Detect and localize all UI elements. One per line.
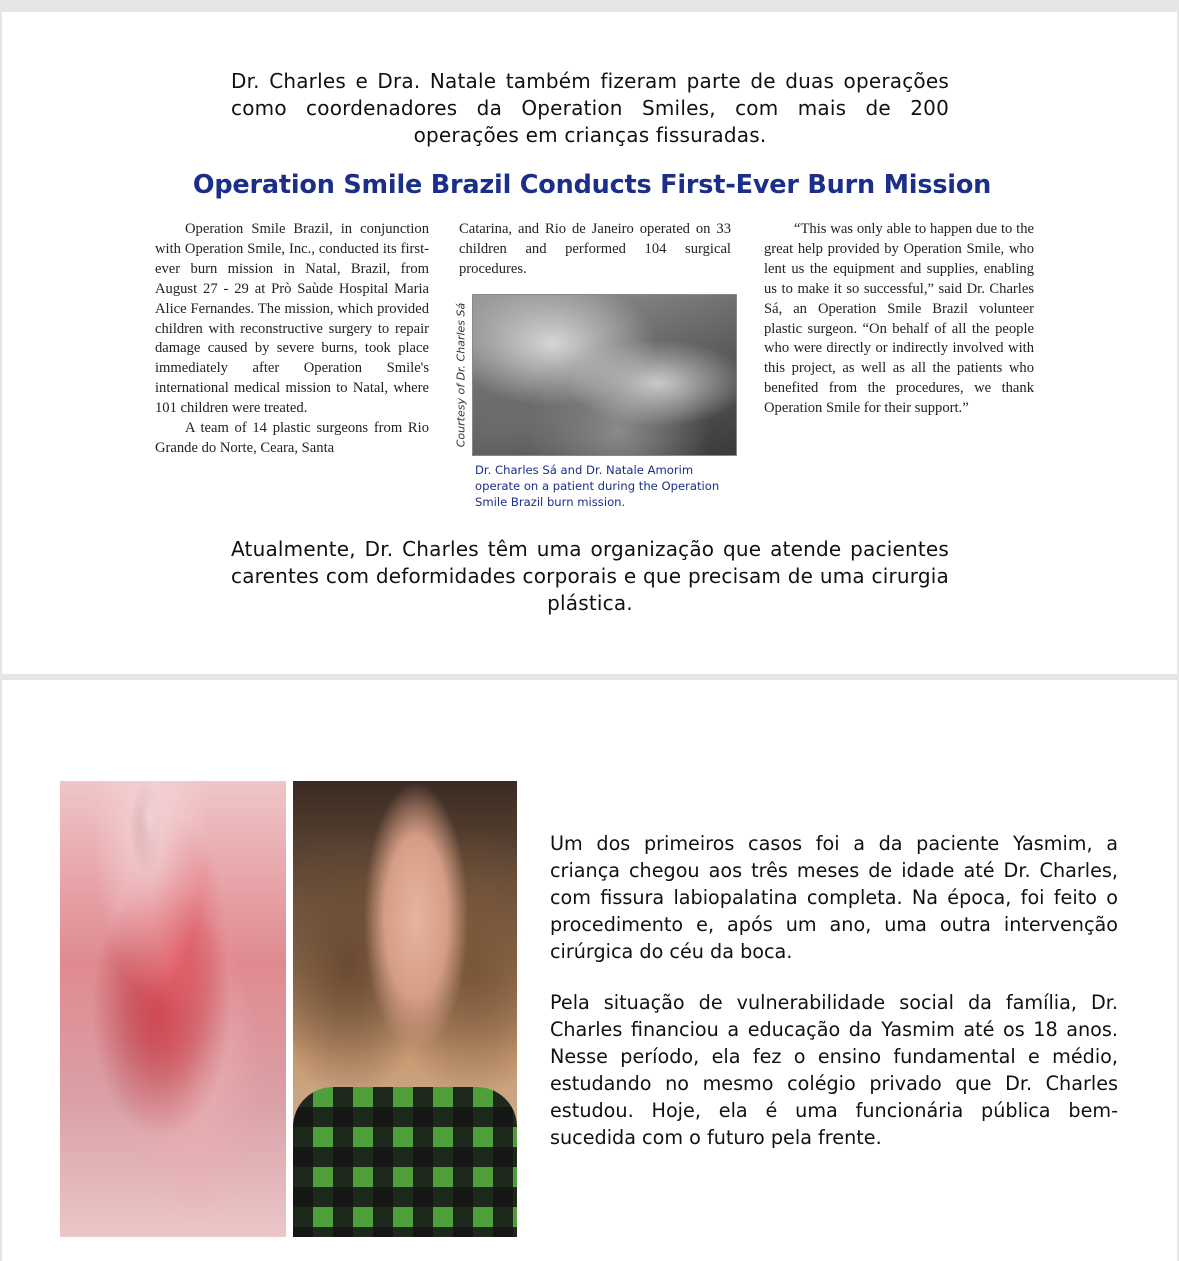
article-paragraph: Operation Smile Brazil, in conjunction with Operation Smile, Inc., conducted its first-ever burn mission in Natal, Brazil, from August 27 - 29 at Prò Saùde Hospital Maria Alice Fernandes. The mission, which provided children with reconstructive surgery to repair damage caused by severe burns, took place immediately after Operation Smile's international medical mission to Natal, where 101 children were treated. bbox=[155, 221, 429, 417]
surgery-photo bbox=[472, 294, 737, 456]
intro-paragraph: Dr. Charles e Dra. Natale também fizeram parte de duas operações como coordenadores da Operation Smiles, com mais de 200 operações em crianças fissuradas. bbox=[231, 69, 949, 147]
article-column-2 bbox=[459, 220, 731, 280]
article-paragraph: Catarina, and Rio de Janeiro operated on 33 children and performed 104 surgical procedures. bbox=[459, 221, 731, 277]
article-headline: Operation Smile Brazil Conducts First-Ever Burn Mission bbox=[192, 170, 992, 200]
photo-caption: Dr. Charles Sá and Dr. Natale Amorim operate on a patient during the Operation Smile Brazil burn mission. bbox=[475, 463, 720, 509]
photo-credit-text: Courtesy of Dr. Charles Sá bbox=[454, 302, 468, 448]
story-paragraph-1: Um dos primeiros casos foi a da paciente Yasmim, a criança chegou aos três meses de idade até Dr. Charles, com fissura labiopalatina completa. Na época, foi feito o procedimento e, após um ano, uma outra intervenção cirúrgica do céu da boca. bbox=[550, 832, 1118, 963]
cleft-lip-photo bbox=[60, 781, 286, 1237]
document-page-2 bbox=[2, 680, 1177, 1261]
outro-paragraph: Atualmente, Dr. Charles têm uma organização que atende pacientes carentes com deformidades corporais e que precisam de uma cirurgia plástica. bbox=[231, 537, 949, 615]
story-paragraph-2: Pela situação de vulnerabilidade social da família, Dr. Charles financiou a educação da Yasmim até os 18 anos. Nesse período, ela fez o ensino fundamental e médio, estudando no mesmo colégio privado que Dr. Charles estudou. Hoje, ela é uma funcionária pública bem-sucedida com o futuro pela frente. bbox=[550, 991, 1118, 1149]
checkered-blouse bbox=[293, 1087, 517, 1237]
article-paragraph: A team of 14 plastic surgeons from Rio Grande do Norte, Ceara, Santa bbox=[155, 420, 429, 456]
article-column-1 bbox=[155, 220, 429, 459]
document-page-1 bbox=[2, 12, 1177, 674]
photo-credit bbox=[452, 294, 470, 456]
article-column-3 bbox=[764, 220, 1034, 419]
portrait-photo bbox=[293, 781, 517, 1237]
article-paragraph: “This was only able to happen due to the great help provided by Operation Smile, who lent us the equipment and supplies, enabling us to make it so successful,” said Dr. Charles Sá, an Operation Smile Brazil volunteer plastic surgeon. “On behalf of all the people who were directly or indirectly involved with this project, as well as all the patients who benefited from the procedures, we thank Operation Smile for their support.” bbox=[764, 221, 1034, 417]
